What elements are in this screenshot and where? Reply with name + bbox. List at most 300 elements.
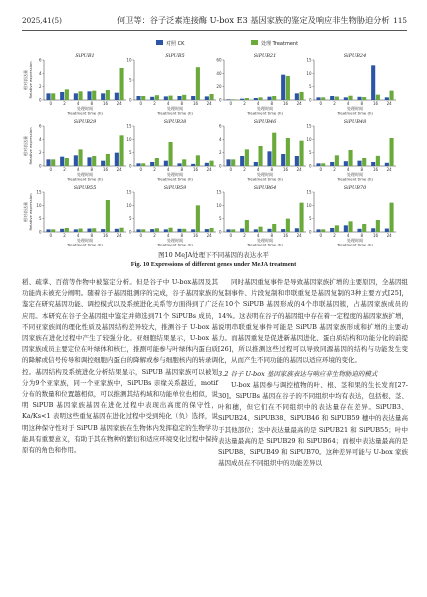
- x-axis-label-cn: 处理时间: [77, 172, 93, 177]
- x-tick-label: 16: [192, 167, 199, 172]
- bar-ck: [115, 229, 119, 232]
- y-tick-label: 4: [38, 70, 42, 76]
- bar-treatment: [231, 229, 235, 232]
- section-heading-3-2: 3.2 谷子 U-box 基因家族表达与响应非生物胁迫的模式: [218, 369, 378, 378]
- article-running-title: 何卫等：谷子泛素连接酶 U-box E3 基因家族的鉴定及响应非生物胁迫分析: [117, 15, 390, 25]
- x-axis-label-en: Treatment time (h): [67, 110, 103, 116]
- y-tick-label: 15: [126, 123, 132, 129]
- x-axis-label-cn: 处理时间: [257, 172, 273, 177]
- bar-ck: [87, 157, 91, 166]
- bar-ck: [177, 96, 181, 100]
- bar-ck: [87, 229, 91, 232]
- y-tick-label: 15: [306, 123, 312, 129]
- y-tick-label: 10: [36, 202, 42, 208]
- bar-ck: [330, 162, 334, 166]
- bar-ck: [150, 229, 154, 232]
- figure-10-chart-grid: [22, 38, 407, 246]
- bar-treatment: [209, 228, 213, 232]
- bar-treatment: [155, 95, 159, 100]
- bar-ck: [87, 91, 91, 100]
- bar-ck: [330, 96, 334, 100]
- bar-ck: [344, 97, 348, 100]
- bar-ck: [136, 163, 140, 166]
- x-tick-label: 2: [243, 233, 246, 238]
- x-tick-label: 8: [270, 233, 274, 238]
- x-tick-label: 0: [49, 167, 53, 172]
- bar-treatment: [245, 220, 249, 232]
- left-paragraph: 稻、疏掌、百蓿等作物中被鉴定分析。但是谷子中 U-box基因及其功能尚未被充分阐明。随着谷子基因组测序的完成，谷子基因家族的鉴定在研究基因功能、调控模式以及系统进化关系等方面得到了广泛应用。本研究在谷子全基因组中鉴定并筛选到71个 SiPUBs 成员，不同亚家族间的理化性质及基因结构差异较大，推测谷子 U-box 基因家族在进化过程中产生了较强分化。亚细胞结果显示，U-box 基因家族成员主要定位在叶绿体和核仁，推测可能参与叶绿体内蛋白质的降解或信号传导和调控细胞内蛋白的降解或参与细胞核内的转录调控。基因结构及系统进化分析结果显示，SiPUB 基因家族可以被划分为9个亚家族，同一个亚家族中，SiPUBs 亲缘关系越近，motif 分布的数量和位置越相似，可以推测其结构域和功能单位也相似，说明 SiPUB 基因家族基因在进化过程中表现出高度的保守性，Ka/Ks<1 表明这些重复基因在进化过程中受到纯化（负）选择，说明这种保守性对于 SiPUB 基因家族在生物体内发挥稳定的生物学功能具有重要意义，有助于其在物种的繁衍和适应环境变化过程中保持原有的角色和作用。: [22, 278, 218, 455]
- bar-ck: [191, 96, 195, 100]
- bar-treatment: [335, 155, 339, 166]
- x-tick-label: 0: [229, 101, 233, 106]
- bar-ck: [385, 229, 389, 232]
- bar-ck: [267, 151, 271, 166]
- bar-ck: [344, 225, 348, 232]
- bar-ck: [281, 75, 285, 100]
- x-tick-label: 8: [90, 101, 94, 106]
- journal-issue: 2025,41(5): [22, 16, 62, 25]
- y-tick-label: 0: [218, 229, 222, 235]
- right-paragraph-2: U-box 基因参与调控植物的叶、根、茎和果的生长发育[27-30]。SiPUBs 基因在谷子的不同组织中均有表达，包括根、茎、叶和穗，但它们在不同组织中的表达量存在差异。SiPUB3、SiPUB24、SiPUB38、SiPUB46 和 SiPUB59 穗中的表达量高于其他部位；茎中表达量最高的是 SiPUB21 和 SiPUB55；叶中表达量最高的是 SiPUB29 和 SiPUB64；而根中表达量最高的是 SiPUB8、SiPUB49 和 SiPUB70。这种差异可能与 U-box 家族基因成员在不同组织中的功能差异以: [218, 380, 408, 468]
- bar-ck: [385, 97, 389, 100]
- x-tick-label: 0: [49, 101, 53, 106]
- bar-ck: [240, 229, 244, 232]
- bar-treatment: [245, 149, 249, 166]
- y-tick-label: 2: [38, 150, 42, 156]
- bar-treatment: [119, 68, 123, 100]
- x-tick-label: 4: [166, 101, 170, 106]
- bar-treatment: [141, 96, 145, 100]
- x-tick-label: 24: [386, 101, 392, 106]
- y-tick-label: 15: [306, 57, 312, 63]
- bar-ck: [164, 96, 168, 100]
- y-axis-label-en: Relative expression: [28, 61, 33, 99]
- y-tick-label: 5: [218, 216, 222, 222]
- bar-ck: [226, 229, 230, 232]
- figure-caption-en: Fig. 10 Expressions of different genes under MeJA treatment: [130, 261, 297, 268]
- x-tick-label: 16: [372, 167, 379, 172]
- bar-treatment: [51, 159, 55, 166]
- bar-ck: [371, 65, 375, 100]
- y-tick-label: 5: [128, 77, 132, 83]
- bar-ck: [115, 93, 119, 100]
- panel-title: SiPUB5: [165, 53, 185, 59]
- bar-ck: [60, 229, 64, 232]
- bar-ck: [205, 229, 209, 232]
- x-axis-label-cn: 处理时间: [167, 172, 183, 177]
- bar-ck: [316, 163, 320, 166]
- bar-treatment: [141, 163, 145, 166]
- x-tick-label: 4: [346, 233, 350, 238]
- x-axis-label-en: Treatment time (h): [337, 176, 373, 182]
- bar-ck: [357, 97, 361, 100]
- y-tick-label: 60: [216, 57, 222, 63]
- bar-treatment: [389, 91, 393, 100]
- bar-ck: [164, 229, 168, 232]
- x-axis-label-en: Treatment time (h): [157, 176, 193, 182]
- bar-treatment: [92, 228, 96, 232]
- x-tick-label: 24: [206, 101, 212, 106]
- x-tick-label: 2: [63, 233, 66, 238]
- x-axis-label-cn: 处理时间: [167, 238, 183, 243]
- bar-treatment: [321, 97, 325, 100]
- x-tick-label: 16: [102, 167, 109, 172]
- x-tick-label: 4: [76, 233, 80, 238]
- bar-ck: [371, 228, 375, 232]
- y-tick-label: 15: [36, 189, 42, 195]
- bar-treatment: [321, 229, 325, 232]
- bar-treatment: [92, 156, 96, 166]
- x-axis-label-cn: 处理时间: [77, 106, 93, 111]
- y-tick-label: 0: [38, 163, 42, 169]
- y-tick-label: 0: [218, 163, 222, 169]
- x-tick-label: 2: [333, 167, 336, 172]
- bar-ck: [101, 161, 105, 166]
- panel-title: SiPUB59: [163, 185, 187, 191]
- bar-ck: [177, 163, 181, 166]
- bar-ck: [281, 229, 285, 232]
- y-tick-label: 20: [216, 84, 222, 90]
- x-tick-label: 16: [102, 101, 109, 106]
- bar-treatment: [78, 229, 82, 232]
- x-axis-label-cn: 处理时间: [347, 106, 363, 111]
- y-tick-label: 0: [218, 97, 222, 103]
- y-tick-label: 15: [216, 189, 222, 195]
- y-tick-label: 15: [306, 189, 312, 195]
- x-tick-label: 4: [256, 167, 260, 172]
- x-tick-label: 4: [166, 167, 170, 172]
- bar-ck: [46, 93, 50, 100]
- x-tick-label: 8: [360, 167, 364, 172]
- figure-caption-cn: 图10 MeJA处理下不同基因的表达水平: [158, 251, 269, 259]
- y-tick-label: 10: [306, 70, 312, 76]
- bar-treatment: [141, 229, 145, 232]
- x-tick-label: 0: [49, 233, 53, 238]
- bar-treatment: [335, 97, 339, 100]
- bar-treatment: [272, 96, 276, 100]
- y-tick-label: 5: [308, 216, 312, 222]
- x-axis-label-cn: 处理时间: [257, 106, 273, 111]
- bar-treatment: [258, 97, 262, 100]
- bar-treatment: [231, 159, 235, 166]
- bar-treatment: [155, 158, 159, 166]
- bar-ck: [226, 159, 230, 166]
- bar-treatment: [196, 205, 200, 232]
- bar-treatment: [168, 142, 172, 166]
- bar-ck: [46, 229, 50, 232]
- x-tick-label: 4: [346, 167, 350, 172]
- x-tick-label: 24: [386, 167, 392, 172]
- x-tick-label: 2: [153, 233, 156, 238]
- bar-ck: [164, 161, 168, 166]
- bar-treatment: [258, 146, 262, 166]
- x-tick-label: 4: [76, 167, 80, 172]
- x-axis-label-en: Treatment time (h): [157, 242, 193, 246]
- bar-ck: [136, 96, 140, 100]
- bar-treatment: [65, 158, 69, 166]
- panel-title: SiPUB70: [343, 185, 367, 191]
- bar-treatment: [362, 224, 366, 232]
- x-tick-label: 24: [296, 233, 302, 238]
- bar-ck: [254, 229, 258, 232]
- x-tick-label: 2: [153, 101, 156, 106]
- bar-treatment: [168, 228, 172, 232]
- x-tick-label: 0: [139, 233, 143, 238]
- bar-treatment: [348, 96, 352, 100]
- x-axis-label-cn: 处理时间: [347, 172, 363, 177]
- bar-ck: [60, 157, 64, 166]
- bar-treatment: [182, 229, 186, 232]
- bar-treatment: [321, 163, 325, 166]
- bar-treatment: [182, 159, 186, 166]
- bar-treatment: [209, 94, 213, 100]
- x-tick-label: 2: [333, 101, 336, 106]
- bar-ck: [295, 93, 299, 100]
- bar-treatment: [155, 228, 159, 232]
- bar-treatment: [231, 99, 235, 100]
- bar-treatment: [106, 90, 110, 100]
- bar-ck: [254, 98, 258, 100]
- bar-treatment: [299, 141, 303, 166]
- bar-treatment: [119, 135, 123, 166]
- x-tick-label: 0: [319, 233, 323, 238]
- panel-title: SiPUB29: [73, 119, 97, 125]
- x-tick-label: 8: [270, 167, 274, 172]
- panel-title: SiPUB55: [73, 185, 97, 191]
- x-tick-label: 16: [102, 233, 109, 238]
- bar-ck: [330, 228, 334, 232]
- x-tick-label: 8: [90, 167, 94, 172]
- x-tick-label: 4: [346, 101, 350, 106]
- bar-treatment: [196, 67, 200, 100]
- bar-treatment: [106, 200, 110, 232]
- bar-treatment: [362, 97, 366, 100]
- bar-ck: [101, 93, 105, 100]
- bar-ck: [191, 229, 195, 232]
- x-tick-label: 2: [243, 167, 246, 172]
- y-tick-label: 10: [126, 57, 132, 63]
- x-tick-label: 2: [333, 233, 336, 238]
- y-tick-label: 2: [218, 150, 222, 156]
- bar-treatment: [376, 156, 380, 166]
- y-axis-label-cn: 相对表达量: [23, 70, 28, 90]
- x-tick-label: 24: [296, 101, 302, 106]
- y-tick-label: 10: [216, 202, 222, 208]
- x-tick-label: 8: [90, 233, 94, 238]
- x-tick-label: 0: [319, 101, 323, 106]
- x-tick-label: 8: [270, 101, 274, 106]
- y-tick-label: 10: [306, 136, 312, 142]
- y-tick-label: 6: [38, 123, 42, 129]
- x-axis-label-en: Treatment time (h): [67, 176, 103, 182]
- x-axis-label-en: Treatment time (h): [337, 242, 373, 246]
- x-tick-label: 4: [256, 101, 260, 106]
- bar-ck: [226, 99, 230, 100]
- bar-ck: [267, 229, 271, 232]
- y-tick-label: 6: [38, 57, 42, 63]
- y-tick-label: 0: [308, 229, 312, 235]
- bar-ck: [254, 162, 258, 166]
- bar-treatment: [376, 95, 380, 100]
- y-tick-label: 4: [38, 136, 42, 142]
- y-tick-label: 2: [38, 84, 42, 90]
- bar-ck: [177, 229, 181, 232]
- x-tick-label: 24: [386, 233, 392, 238]
- right-text-column: [218, 277, 408, 469]
- bar-treatment: [78, 149, 82, 166]
- x-tick-label: 16: [372, 233, 379, 238]
- bar-treatment: [376, 220, 380, 232]
- bar-ck: [101, 229, 105, 232]
- x-tick-label: 0: [229, 233, 233, 238]
- y-tick-label: 40: [216, 70, 222, 76]
- x-tick-label: 4: [256, 233, 260, 238]
- bar-ck: [74, 155, 78, 166]
- bar-ck: [357, 229, 361, 232]
- x-axis-label-en: Treatment time (h): [157, 110, 193, 116]
- bar-ck: [295, 228, 299, 232]
- legend-ck-label: 对照 CK: [166, 41, 185, 47]
- bar-ck: [371, 162, 375, 166]
- x-axis-label-en: Treatment time (h): [67, 242, 103, 246]
- x-tick-label: 0: [139, 167, 143, 172]
- x-tick-label: 16: [192, 233, 199, 238]
- y-tick-label: 0: [308, 97, 312, 103]
- panel-title: SiPUB64: [253, 185, 277, 191]
- bar-ck: [115, 153, 119, 166]
- bar-ck: [240, 156, 244, 166]
- y-tick-label: 4: [218, 136, 222, 142]
- y-axis-label-en: Relative expression: [28, 193, 33, 231]
- panel-title: SiPUB24: [343, 53, 367, 59]
- bar-treatment: [119, 228, 123, 232]
- bar-ck: [295, 156, 299, 166]
- x-tick-label: 24: [206, 233, 212, 238]
- x-tick-label: 2: [63, 101, 66, 106]
- x-tick-label: 4: [166, 233, 170, 238]
- bar-treatment: [299, 92, 303, 100]
- y-tick-label: 6: [218, 123, 222, 129]
- panel-title: SiPUB38: [163, 119, 187, 125]
- x-tick-label: 16: [282, 167, 289, 172]
- x-tick-label: 16: [192, 101, 199, 106]
- bar-treatment: [286, 138, 290, 166]
- y-tick-label: 15: [126, 189, 132, 195]
- x-tick-label: 24: [116, 101, 122, 106]
- bar-ck: [191, 164, 195, 166]
- x-axis-label-cn: 处理时间: [77, 238, 93, 243]
- x-axis-label-en: Treatment time (h): [337, 110, 373, 116]
- y-tick-label: 0: [308, 163, 312, 169]
- legend-treat-swatch: [251, 40, 258, 45]
- bar-treatment: [78, 91, 82, 100]
- bar-treatment: [272, 133, 276, 166]
- x-tick-label: 8: [360, 101, 364, 106]
- y-tick-label: 0: [38, 229, 42, 235]
- legend-treat-label: 处理 Treatment: [261, 41, 299, 47]
- panel-title: SiPUB48: [343, 119, 367, 125]
- y-tick-label: 5: [128, 150, 132, 156]
- bar-ck: [240, 99, 244, 100]
- y-tick-label: 0: [128, 97, 132, 103]
- y-tick-label: 0: [128, 229, 132, 235]
- y-tick-label: 5: [128, 216, 132, 222]
- bar-treatment: [348, 150, 352, 166]
- panel-title: SiPUB21: [253, 53, 277, 59]
- y-axis-label-en: Relative expression: [28, 127, 33, 165]
- y-tick-label: 0: [38, 97, 42, 103]
- x-tick-label: 8: [180, 101, 184, 106]
- bar-treatment: [362, 158, 366, 166]
- y-tick-label: 5: [308, 150, 312, 156]
- x-tick-label: 16: [372, 101, 379, 106]
- bar-ck: [385, 163, 389, 166]
- bar-treatment: [196, 155, 200, 166]
- bar-treatment: [299, 203, 303, 232]
- x-tick-label: 24: [116, 167, 122, 172]
- bar-treatment: [389, 203, 393, 232]
- bar-ck: [205, 96, 209, 100]
- bar-treatment: [258, 227, 262, 232]
- y-axis-label-cn: 相对表达量: [23, 136, 28, 156]
- bar-ck: [150, 97, 154, 100]
- bar-treatment: [209, 161, 213, 166]
- bar-treatment: [65, 228, 69, 232]
- x-tick-label: 4: [76, 101, 80, 106]
- x-tick-label: 0: [319, 167, 323, 172]
- panel-title: SiPUB46: [253, 119, 277, 125]
- bar-ck: [136, 229, 140, 232]
- page-number: 115: [393, 16, 407, 25]
- bar-ck: [74, 93, 78, 100]
- x-axis-label-en: Treatment time (h): [247, 242, 283, 246]
- bar-treatment: [106, 154, 110, 166]
- bar-treatment: [286, 219, 290, 232]
- bar-ck: [74, 229, 78, 232]
- x-axis-label-en: Treatment time (h): [247, 110, 283, 116]
- bar-ck: [316, 229, 320, 232]
- bar-treatment: [65, 89, 69, 100]
- bar-ck: [267, 97, 271, 100]
- bar-treatment: [51, 229, 55, 232]
- bar-ck: [205, 163, 209, 166]
- header-rule: [22, 30, 407, 31]
- bar-treatment: [389, 138, 393, 166]
- x-axis-label-cn: 处理时间: [347, 238, 363, 243]
- x-tick-label: 2: [63, 167, 66, 172]
- x-tick-label: 24: [116, 233, 122, 238]
- bar-ck: [60, 92, 64, 100]
- y-tick-label: 5: [38, 216, 42, 222]
- bar-treatment: [51, 93, 55, 100]
- x-tick-label: 16: [282, 101, 289, 106]
- y-axis-label-cn: 相对表达量: [23, 202, 28, 222]
- right-paragraph-1: 同时基因重复事件是导致基因家族扩增的主要原因，全基因组复制事件、片段复制和串联重复是基因复制的3种主要方式[25]，在10个 SiPUB 基因形成的4个串联基因簇，占基因家族成员的14%。这表明在谷子的基因组中存在着一定程度的基因家族扩增，说明串联重复事件可能是 SiPUB 基因家族形成和扩增的主要动力。而基因重复是促进新基因进化、蛋白质结构和功能分化的前提[26]，所以推测这些过程可以导致同源基因的结构与功能发生变化，从而产生不同功能的基因以适应环境的变化。: [218, 278, 408, 365]
- panel-title: SiPUB1: [75, 53, 95, 59]
- left-text-column: [22, 277, 218, 456]
- bar-ck: [344, 161, 348, 166]
- bar-ck: [281, 154, 285, 166]
- x-tick-label: 8: [360, 233, 364, 238]
- legend-ck-swatch: [156, 40, 163, 45]
- y-tick-label: 5: [308, 84, 312, 90]
- bar-ck: [357, 161, 361, 166]
- x-tick-label: 0: [229, 167, 233, 172]
- y-tick-label: 10: [306, 202, 312, 208]
- bar-treatment: [272, 224, 276, 232]
- bar-ck: [46, 159, 50, 166]
- x-tick-label: 2: [243, 101, 246, 106]
